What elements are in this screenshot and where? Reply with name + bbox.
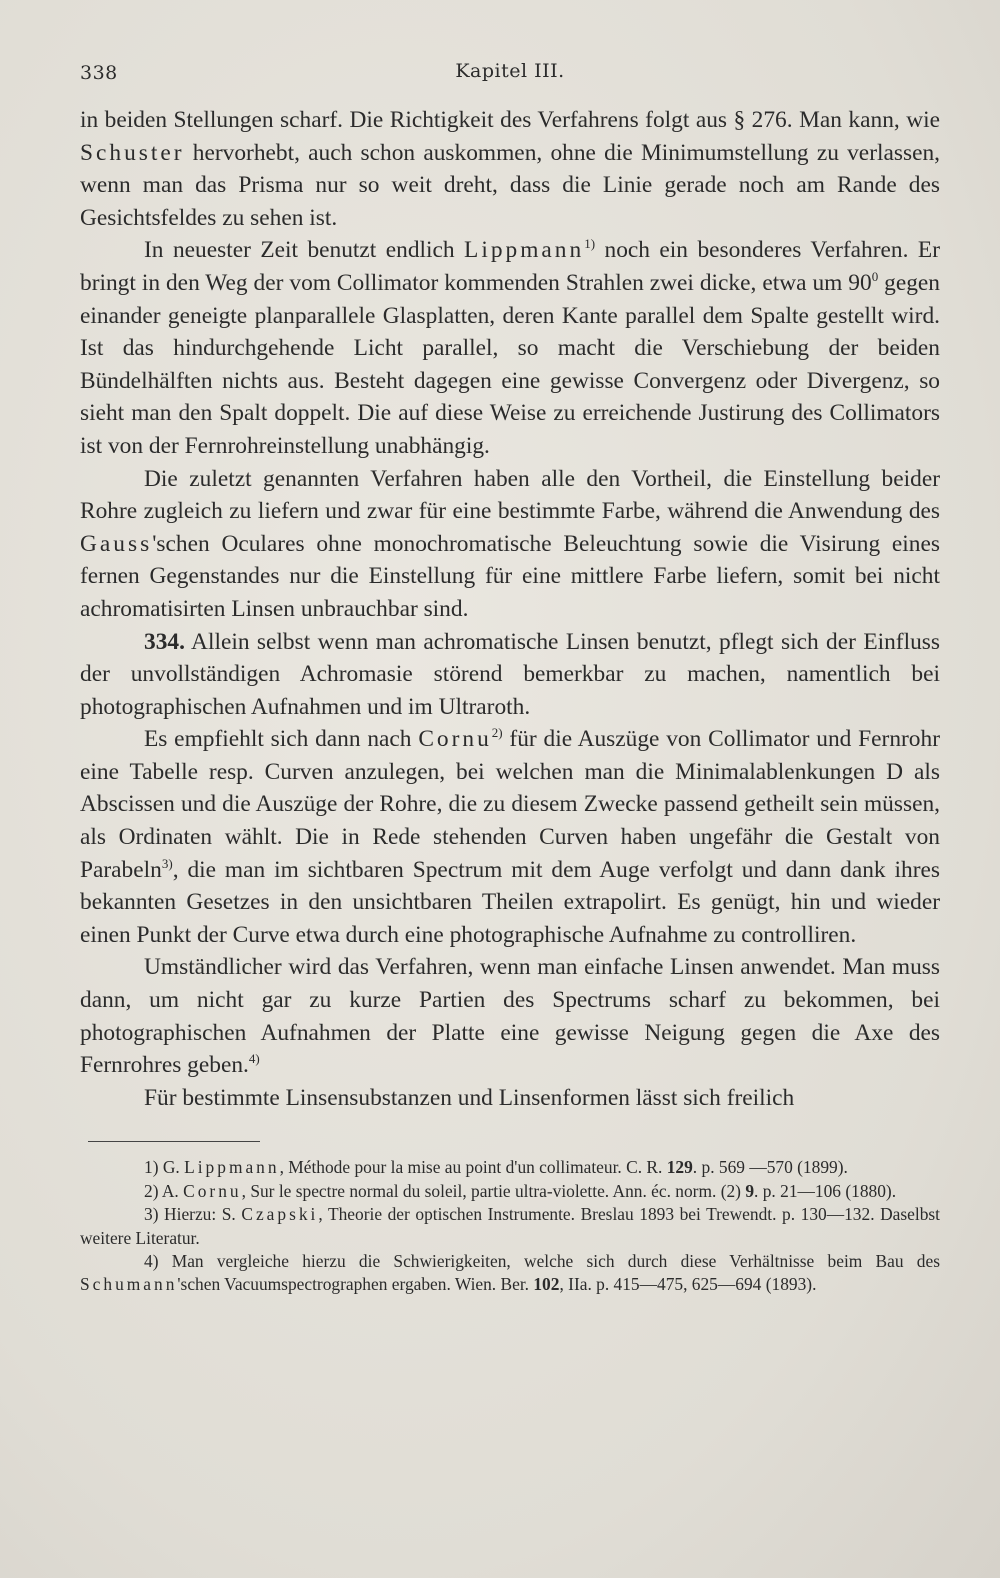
footnote-3: 3) Hierzu: S. Czapski, Theorie der optischen Instrumente. Breslau 1893 bei Trewendt. p. 130—132. Daselbst weitere Literatur. bbox=[80, 1204, 940, 1248]
footnote-2: 2) A. Cornu, Sur le spectre normal du soleil, partie ultra-violette. Ann. éc. norm. (2) 9. p. 21—106 (1880). bbox=[144, 1180, 897, 1201]
degree-sign: 0 bbox=[871, 269, 879, 285]
author-name: Schumann bbox=[80, 1274, 178, 1295]
author-name: Cornu bbox=[418, 726, 492, 753]
footnote-ref[interactable]: 3) bbox=[161, 855, 173, 871]
author-name: Schuster bbox=[80, 139, 185, 166]
footnote-4: 4) Man vergleiche hierzu die Schwierigkeiten, welche sich durch diese Verhältnisse beim Bau des Schumann'schen Vacuumspectrographen ergaben. Wien. Ber. 102, IIa. p. 415—475, 625—694 (1893). bbox=[80, 1251, 940, 1295]
page-header bbox=[80, 52, 940, 92]
paragraph-4: 334. Allein selbst wenn man achromatische Linsen benutzt, pflegt sich der Einfluss der unvollständigen Achromasie störend bemerkbar zu machen, namentlich bei photographischen Aufnahmen und im Ultraroth. bbox=[80, 628, 940, 720]
footnote-ref[interactable]: 4) bbox=[248, 1051, 260, 1067]
footnote-ref[interactable]: 1) bbox=[584, 236, 596, 252]
paragraph-2: In neuester Zeit benutzt endlich Lippmann$^{1)}$ noch ein besonderes Verfahren. Er bringt in den Weg der vom Collimator kommenden Strahlen zwei dicke, etwa um $90^0$ gegen einander geneigte planparallele Glasplatten, deren Kante parallel dem Spalte gestellt wird. Ist das hindurchgehende Licht parallel, so macht die Verschiebung der beiden Bündelhälften nichts aus. Besteht dagegen eine gewisse Convergenz oder Divergenz, so sieht man den Spalt doppelt. Die auf diese Weise zu erreichende Justirung des Collimators ist von der Fernrohreinstellung unabhängig. bbox=[80, 236, 940, 459]
author-name: Gauss bbox=[80, 530, 153, 557]
footnote-divider bbox=[88, 1141, 260, 1142]
paragraph-1: in beiden Stellungen scharf. Die Richtigkeit des Verfahrens folgt aus § 276. Man kann, wie Schuster hervorhebt, auch schon auskommen, ohne die Minimumstellung zu verlassen, wenn man das Prisma nur so weit dreht, dass die Linie gerade noch am Rande des Gesichtsfeldes zu sehen ist. bbox=[80, 107, 940, 231]
paragraph-5: Es empfiehlt sich dann nach Cornu$^{2)}$ für die Auszüge von Collimator und Fernrohr eine Tabelle resp. Curven anzulegen, bei welchen man die Minimalablenkungen D als Abscissen und die Auszüge der Rohre, die zu diesem Zwecke passend getheilt sein müssen, als Ordinaten wählt. Die in Rede stehenden Curven haben ungefähr die Gestalt von Parabeln$^{3)}$, die man im sichtbaren Spectrum mit dem Auge verfolgt und dann dank ihres bekannten Gesetzes in den unsichtbaren Theilen extrapolirt. Es genügt, hin und wieder einen Punkt der Curve etwa durch eine photographische Aufnahme zu controlliren. bbox=[80, 725, 940, 948]
section-number: 334. bbox=[144, 628, 185, 655]
author-name: Cornu bbox=[183, 1180, 242, 1201]
volume-number: 9 bbox=[745, 1180, 755, 1201]
running-head: Kapitel III. bbox=[455, 60, 565, 82]
footnotes bbox=[80, 1156, 940, 1296]
page-number: 338 bbox=[80, 62, 118, 84]
author-name: Lippmann bbox=[464, 237, 585, 264]
paragraph-6: Umständlicher wird das Verfahren, wenn man einfache Linsen anwendet. Man muss dann, um nicht gar zu kurze Partien des Spectrums scharf zu bekommen, bei photographischen Aufnahmen der Platte eine gewisse Neigung gegen die Axe des Fernrohres geben.$^{4)}$ bbox=[80, 954, 940, 1079]
volume-number: 129 bbox=[666, 1157, 693, 1178]
volume-number: 102 bbox=[533, 1274, 560, 1295]
footnote-1: 1) G. Lippmann, Méthode pour la mise au point d'un collimateur. C. R. 129. p. 569 —570 (1899). bbox=[144, 1157, 848, 1178]
footnote-ref[interactable]: 2) bbox=[491, 725, 503, 741]
author-name: Czapski bbox=[241, 1204, 319, 1225]
author-name: Lippmann bbox=[184, 1157, 280, 1178]
body-text bbox=[80, 104, 940, 1114]
paragraph-3: Die zuletzt genannten Verfahren haben alle den Vortheil, die Einstellung beider Rohre zugleich zu liefern und zwar für eine bestimmte Farbe, während die Anwendung des Gauss'schen Oculares ohne monochromatische Beleuchtung sowie die Visirung eines fernen Gegenstandes nur die Einstellung für eine mittlere Farbe liefern, somit bei nicht achromatisirten Linsen unbrauchbar sind. bbox=[80, 465, 940, 622]
paragraph-7: Für bestimmte Linsensubstanzen und Linsenformen lässt sich freilich bbox=[144, 1084, 795, 1111]
